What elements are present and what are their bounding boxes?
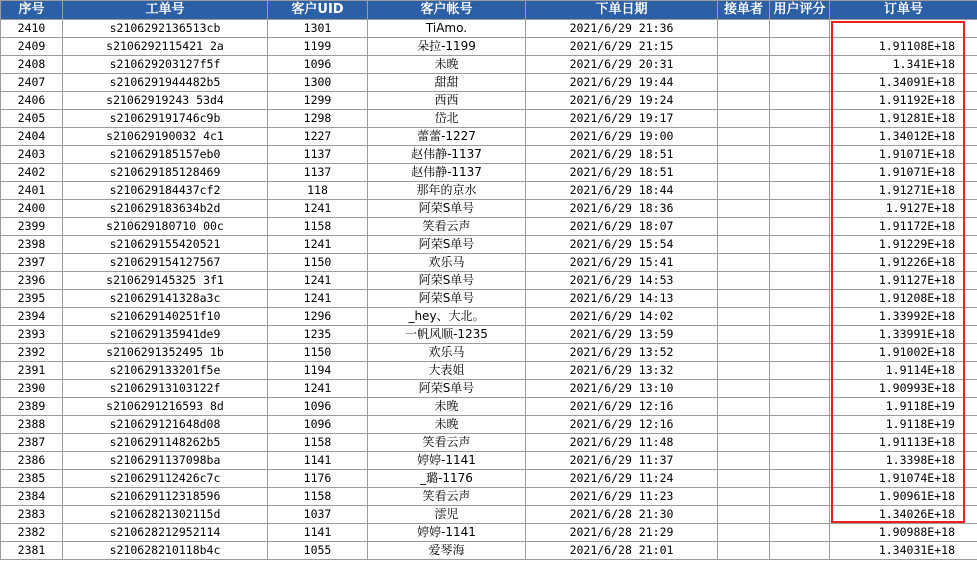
cell-taker[interactable] [718,182,770,200]
cell-customer-uid[interactable]: 1055 [268,542,368,560]
cell-order-no[interactable]: 1.9118E+19 [830,398,977,416]
cell-rating[interactable] [770,488,830,506]
cell-order-no[interactable]: 1.91074E+18 [830,470,977,488]
cell-customer-account[interactable]: 阿荣S单号 [368,290,526,308]
cell-customer-uid[interactable]: 1299 [268,92,368,110]
cell-customer-account[interactable]: _hey、大北。 [368,308,526,326]
cell-ticket-no[interactable]: s2106291137098ba [63,452,268,470]
cell-order-no[interactable]: 1.33992E+18 [830,308,977,326]
table-row [1,434,977,452]
cell-rating[interactable] [770,542,830,560]
table-row [1,524,977,542]
column-header-customer-account[interactable]: 客户帐号 [368,1,526,20]
table-row [1,506,977,524]
cell-taker[interactable] [718,254,770,272]
cell-rating[interactable] [770,326,830,344]
cell-customer-account[interactable]: 未晚 [368,416,526,434]
cell-order-no[interactable]: 1.91208E+18 [830,290,977,308]
table-row [1,542,977,560]
cell-ticket-no[interactable]: s210629155420521 [63,236,268,254]
cell-seq[interactable]: 2382 [1,524,63,542]
cell-ticket-no[interactable]: s210629112426c7c [63,470,268,488]
cell-rating[interactable] [770,236,830,254]
cell-ticket-no[interactable]: s210628210118b4c [63,542,268,560]
cell-rating[interactable] [770,470,830,488]
cell-seq[interactable]: 2386 [1,452,63,470]
cell-rating[interactable] [770,506,830,524]
cell-taker[interactable] [718,506,770,524]
cell-order-date[interactable]: 2021/6/29 19:44 [526,74,718,92]
cell-seq[interactable]: 2398 [1,236,63,254]
table-row [1,272,977,290]
cell-seq[interactable]: 2381 [1,542,63,560]
cell-rating[interactable] [770,74,830,92]
cell-order-no[interactable]: 1.91229E+18 [830,236,977,254]
header-row [1,1,977,20]
cell-order-date[interactable]: 2021/6/29 12:16 [526,416,718,434]
cell-ticket-no[interactable]: s210629121648d08 [63,416,268,434]
cell-order-no[interactable]: 1.91192E+18 [830,92,977,110]
cell-order-date[interactable]: 2021/6/29 11:23 [526,488,718,506]
cell-order-date[interactable]: 2021/6/29 13:32 [526,362,718,380]
cell-seq[interactable]: 2394 [1,308,63,326]
cell-ticket-no[interactable]: s2106291148262b5 [63,434,268,452]
cell-ticket-no[interactable]: s210629191746c9b [63,110,268,128]
cell-order-no[interactable]: 1.91002E+18 [830,344,977,362]
cell-order-no[interactable]: 1.91113E+18 [830,434,977,452]
cell-ticket-no[interactable]: s210629154127567 [63,254,268,272]
cell-rating[interactable] [770,308,830,326]
cell-taker[interactable] [718,20,770,38]
cell-ticket-no[interactable]: s210629190032 4c1 [63,128,268,146]
cell-order-no[interactable]: 1.34026E+18 [830,506,977,524]
table-row [1,488,977,506]
cell-order-no[interactable]: 1.91226E+18 [830,254,977,272]
cell-customer-account[interactable]: 赵伟静-1137 [368,146,526,164]
table-row [1,56,977,74]
table-body [1,20,977,560]
cell-customer-uid[interactable]: 1141 [268,524,368,542]
cell-seq[interactable]: 2389 [1,398,63,416]
cell-customer-account[interactable]: 阿荣S单号 [368,380,526,398]
cell-rating[interactable] [770,452,830,470]
table-row [1,326,977,344]
cell-seq[interactable]: 2392 [1,344,63,362]
cell-customer-uid[interactable]: 1137 [268,164,368,182]
cell-order-date[interactable]: 2021/6/29 13:10 [526,380,718,398]
cell-order-no[interactable]: 1.34091E+18 [830,74,977,92]
table-row [1,398,977,416]
cell-rating[interactable] [770,218,830,236]
cell-order-date[interactable]: 2021/6/29 15:41 [526,254,718,272]
cell-taker[interactable] [718,434,770,452]
cell-order-date[interactable]: 2021/6/29 21:15 [526,38,718,56]
cell-order-no[interactable]: 1.9127E+18 [830,200,977,218]
table-row [1,128,977,146]
cell-ticket-no[interactable]: s210629135941de9 [63,326,268,344]
cell-order-no[interactable]: 1.91071E+18 [830,164,977,182]
cell-customer-account[interactable]: 笑看云声 [368,434,526,452]
cell-taker[interactable] [718,38,770,56]
cell-seq[interactable]: 2384 [1,488,63,506]
cell-seq[interactable]: 2385 [1,470,63,488]
cell-customer-uid[interactable]: 1137 [268,146,368,164]
table-row [1,38,977,56]
cell-order-date[interactable]: 2021/6/29 19:00 [526,128,718,146]
cell-taker[interactable] [718,542,770,560]
cell-customer-account[interactable]: 未晚 [368,398,526,416]
cell-rating[interactable] [770,416,830,434]
cell-order-no[interactable]: 1.90993E+18 [830,380,977,398]
cell-order-date[interactable]: 2021/6/29 18:51 [526,146,718,164]
cell-ticket-no[interactable]: s210629183634b2d [63,200,268,218]
cell-ticket-no[interactable]: s2106291944482b5 [63,74,268,92]
cell-customer-account[interactable]: 蕾蕾-1227 [368,128,526,146]
cell-taker[interactable] [718,452,770,470]
table-row [1,236,977,254]
table-row [1,452,977,470]
cell-seq[interactable]: 2396 [1,272,63,290]
cell-customer-uid[interactable]: 1096 [268,416,368,434]
cell-customer-account[interactable]: 阿荣S单号 [368,200,526,218]
cell-ticket-no[interactable]: s210629112318596 [63,488,268,506]
cell-taker[interactable] [718,398,770,416]
cell-order-date[interactable]: 2021/6/28 21:30 [526,506,718,524]
cell-order-date[interactable]: 2021/6/29 14:13 [526,290,718,308]
cell-order-no[interactable]: 1.34012E+18 [830,128,977,146]
cell-seq[interactable]: 2405 [1,110,63,128]
cell-customer-account[interactable]: _璐-1176 [368,470,526,488]
cell-seq[interactable]: 2407 [1,74,63,92]
table-row [1,362,977,380]
cell-order-no[interactable] [830,20,977,38]
cell-order-date[interactable]: 2021/6/28 21:29 [526,524,718,542]
cell-customer-uid[interactable]: 1150 [268,344,368,362]
cell-customer-account[interactable]: 阿荣S单号 [368,236,526,254]
cell-customer-uid[interactable]: 1235 [268,326,368,344]
cell-rating[interactable] [770,524,830,542]
cell-ticket-no[interactable]: s21062913103122f [63,380,268,398]
cell-customer-uid[interactable]: 1158 [268,488,368,506]
table-row [1,290,977,308]
cell-seq[interactable]: 2393 [1,326,63,344]
cell-seq[interactable]: 2397 [1,254,63,272]
cell-customer-account[interactable]: 爱琴海 [368,542,526,560]
cell-customer-account[interactable]: 婷婷-1141 [368,524,526,542]
cell-seq[interactable]: 2388 [1,416,63,434]
table-row [1,416,977,434]
cell-order-date[interactable]: 2021/6/29 21:36 [526,20,718,38]
cell-customer-uid[interactable]: 1158 [268,434,368,452]
cell-customer-uid[interactable]: 1301 [268,20,368,38]
cell-ticket-no[interactable]: s210629141328a3c [63,290,268,308]
table-row [1,254,977,272]
cell-order-no[interactable]: 1.90961E+18 [830,488,977,506]
cell-rating[interactable] [770,128,830,146]
cell-customer-uid[interactable]: 1150 [268,254,368,272]
cell-customer-uid[interactable]: 1096 [268,398,368,416]
cell-order-date[interactable]: 2021/6/29 19:24 [526,92,718,110]
cell-customer-uid[interactable]: 1227 [268,128,368,146]
cell-order-no[interactable]: 1.91281E+18 [830,110,977,128]
cell-rating[interactable] [770,254,830,272]
table-row [1,146,977,164]
cell-customer-uid[interactable]: 1199 [268,38,368,56]
cell-seq[interactable]: 2395 [1,290,63,308]
cell-seq[interactable]: 2400 [1,200,63,218]
cell-seq[interactable]: 2408 [1,56,63,74]
cell-ticket-no[interactable]: s210629140251f10 [63,308,268,326]
cell-customer-uid[interactable]: 1037 [268,506,368,524]
cell-rating[interactable] [770,344,830,362]
cell-taker[interactable] [718,164,770,182]
cell-customer-account[interactable]: 笑看云声 [368,218,526,236]
cell-ticket-no[interactable]: s210629185128469 [63,164,268,182]
cell-order-date[interactable]: 2021/6/29 18:44 [526,182,718,200]
cell-rating[interactable] [770,362,830,380]
cell-taker[interactable] [718,92,770,110]
cell-customer-uid[interactable]: 1296 [268,308,368,326]
cell-rating[interactable] [770,110,830,128]
cell-ticket-no[interactable]: s21062919243 53d4 [63,92,268,110]
table-row [1,110,977,128]
cell-seq[interactable]: 2409 [1,38,63,56]
cell-customer-uid[interactable]: 118 [268,182,368,200]
cell-taker[interactable] [718,380,770,398]
cell-order-date[interactable]: 2021/6/29 11:48 [526,434,718,452]
cell-customer-account[interactable]: 未晚 [368,56,526,74]
cell-seq[interactable]: 2390 [1,380,63,398]
cell-order-date[interactable]: 2021/6/29 11:24 [526,470,718,488]
cell-customer-uid[interactable]: 1241 [268,290,368,308]
cell-order-no[interactable]: 1.91108E+18 [830,38,977,56]
cell-order-no[interactable]: 1.33991E+18 [830,326,977,344]
cell-rating[interactable] [770,290,830,308]
cell-seq[interactable]: 2404 [1,128,63,146]
column-header-customer-uid[interactable]: 客户UID [268,1,368,20]
table-row [1,470,977,488]
cell-customer-account[interactable]: 朵拉-1199 [368,38,526,56]
cell-ticket-no[interactable]: s210629133201f5e [63,362,268,380]
cell-order-no[interactable]: 1.9118E+19 [830,416,977,434]
cell-ticket-no[interactable]: s210629145325 3f1 [63,272,268,290]
cell-taker[interactable] [718,110,770,128]
cell-rating[interactable] [770,56,830,74]
cell-ticket-no[interactable]: s210628212952114 [63,524,268,542]
cell-taker[interactable] [718,416,770,434]
cell-order-no[interactable]: 1.91071E+18 [830,146,977,164]
cell-order-date[interactable]: 2021/6/29 19:17 [526,110,718,128]
cell-taker[interactable] [718,128,770,146]
cell-rating[interactable] [770,434,830,452]
cell-customer-account[interactable]: 婷婷-1141 [368,452,526,470]
cell-taker[interactable] [718,272,770,290]
cell-customer-account[interactable]: 欢乐马 [368,344,526,362]
cell-customer-account[interactable]: 西西 [368,92,526,110]
cell-order-date[interactable]: 2021/6/29 13:52 [526,344,718,362]
cell-rating[interactable] [770,164,830,182]
cell-seq[interactable]: 2403 [1,146,63,164]
column-header-rating[interactable]: 用户评分 [770,1,830,20]
cell-taker[interactable] [718,218,770,236]
cell-taker[interactable] [718,290,770,308]
cell-ticket-no[interactable]: s210629203127f5f [63,56,268,74]
table-row [1,92,977,110]
table-row [1,164,977,182]
cell-rating[interactable] [770,92,830,110]
cell-seq[interactable]: 2391 [1,362,63,380]
cell-ticket-no[interactable]: s210629184437cf2 [63,182,268,200]
cell-customer-uid[interactable]: 1300 [268,74,368,92]
cell-taker[interactable] [718,56,770,74]
cell-customer-account[interactable]: 阿荣S单号 [368,272,526,290]
cell-customer-account[interactable]: TiAmo. [368,20,526,38]
cell-rating[interactable] [770,200,830,218]
cell-rating[interactable] [770,380,830,398]
cell-order-date[interactable]: 2021/6/29 20:31 [526,56,718,74]
cell-customer-uid[interactable]: 1241 [268,272,368,290]
cell-order-date[interactable]: 2021/6/28 21:01 [526,542,718,560]
cell-taker[interactable] [718,362,770,380]
cell-ticket-no[interactable]: s210629185157eb0 [63,146,268,164]
cell-ticket-no[interactable]: s2106292115421 2a [63,38,268,56]
cell-taker[interactable] [718,236,770,254]
cell-taker[interactable] [718,326,770,344]
table-row [1,344,977,362]
cell-customer-account[interactable]: 那年的京水 [368,182,526,200]
cell-rating[interactable] [770,146,830,164]
cell-ticket-no[interactable]: s21062821302115d [63,506,268,524]
cell-seq[interactable]: 2402 [1,164,63,182]
cell-customer-uid[interactable]: 1141 [268,452,368,470]
cell-ticket-no[interactable]: s2106291216593 8d [63,398,268,416]
table-row [1,218,977,236]
cell-ticket-no[interactable]: s2106291352495 1b [63,344,268,362]
cell-order-date[interactable]: 2021/6/29 18:07 [526,218,718,236]
cell-customer-uid[interactable]: 1158 [268,218,368,236]
cell-rating[interactable] [770,398,830,416]
table-row [1,20,977,38]
cell-order-date[interactable]: 2021/6/29 18:51 [526,164,718,182]
table-row [1,308,977,326]
cell-customer-account[interactable]: 岱北 [368,110,526,128]
cell-order-no[interactable]: 1.91172E+18 [830,218,977,236]
cell-taker[interactable] [718,308,770,326]
table-row [1,200,977,218]
cell-customer-uid[interactable]: 1194 [268,362,368,380]
column-header-order-date[interactable]: 下单日期 [526,1,718,20]
cell-taker[interactable] [718,488,770,506]
cell-ticket-no[interactable]: s2106292136513cb [63,20,268,38]
cell-customer-account[interactable]: 澐児 [368,506,526,524]
cell-taker[interactable] [718,146,770,164]
table-row [1,380,977,398]
cell-seq[interactable]: 2387 [1,434,63,452]
cell-order-no[interactable]: 1.3398E+18 [830,452,977,470]
cell-taker[interactable] [718,470,770,488]
cell-customer-account[interactable]: 笑看云声 [368,488,526,506]
cell-customer-uid[interactable]: 1241 [268,380,368,398]
cell-order-no[interactable]: 1.9114E+18 [830,362,977,380]
cell-customer-uid[interactable]: 1298 [268,110,368,128]
cell-order-date[interactable]: 2021/6/29 14:02 [526,308,718,326]
cell-order-date[interactable]: 2021/6/29 18:36 [526,200,718,218]
cell-ticket-no[interactable]: s210629180710 00c [63,218,268,236]
column-header-order-no[interactable]: 订单号 [830,1,977,20]
cell-rating[interactable] [770,182,830,200]
cell-order-no[interactable]: 1.341E+18 [830,56,977,74]
cell-customer-uid[interactable]: 1096 [268,56,368,74]
column-header-taker[interactable]: 接单者 [718,1,770,20]
cell-customer-account[interactable]: 欢乐马 [368,254,526,272]
cell-seq[interactable]: 2383 [1,506,63,524]
cell-order-no[interactable]: 1.34031E+18 [830,542,977,560]
cell-order-date[interactable]: 2021/6/29 15:54 [526,236,718,254]
cell-taker[interactable] [718,200,770,218]
cell-order-no[interactable]: 1.91127E+18 [830,272,977,290]
cell-order-date[interactable]: 2021/6/29 14:53 [526,272,718,290]
cell-order-no[interactable]: 1.91271E+18 [830,182,977,200]
cell-customer-account[interactable]: 一帆风顺-1235 [368,326,526,344]
cell-customer-account[interactable]: 甜甜 [368,74,526,92]
cell-order-date[interactable]: 2021/6/29 13:59 [526,326,718,344]
cell-rating[interactable] [770,38,830,56]
cell-customer-account[interactable]: 大表姐 [368,362,526,380]
cell-customer-account[interactable]: 赵伟静-1137 [368,164,526,182]
column-header-seq[interactable]: 序号 [1,1,63,20]
cell-customer-uid[interactable]: 1241 [268,200,368,218]
cell-customer-uid[interactable]: 1176 [268,470,368,488]
cell-order-date[interactable]: 2021/6/29 12:16 [526,398,718,416]
cell-order-no[interactable]: 1.90988E+18 [830,524,977,542]
cell-seq[interactable]: 2410 [1,20,63,38]
cell-seq[interactable]: 2401 [1,182,63,200]
cell-taker[interactable] [718,74,770,92]
cell-taker[interactable] [718,344,770,362]
cell-rating[interactable] [770,20,830,38]
cell-order-date[interactable]: 2021/6/29 11:37 [526,452,718,470]
column-header-ticket-no[interactable]: 工单号 [63,1,268,20]
cell-taker[interactable] [718,524,770,542]
table-row [1,74,977,92]
table-row [1,182,977,200]
cell-customer-uid[interactable]: 1241 [268,236,368,254]
cell-rating[interactable] [770,272,830,290]
cell-seq[interactable]: 2399 [1,218,63,236]
cell-seq[interactable]: 2406 [1,92,63,110]
